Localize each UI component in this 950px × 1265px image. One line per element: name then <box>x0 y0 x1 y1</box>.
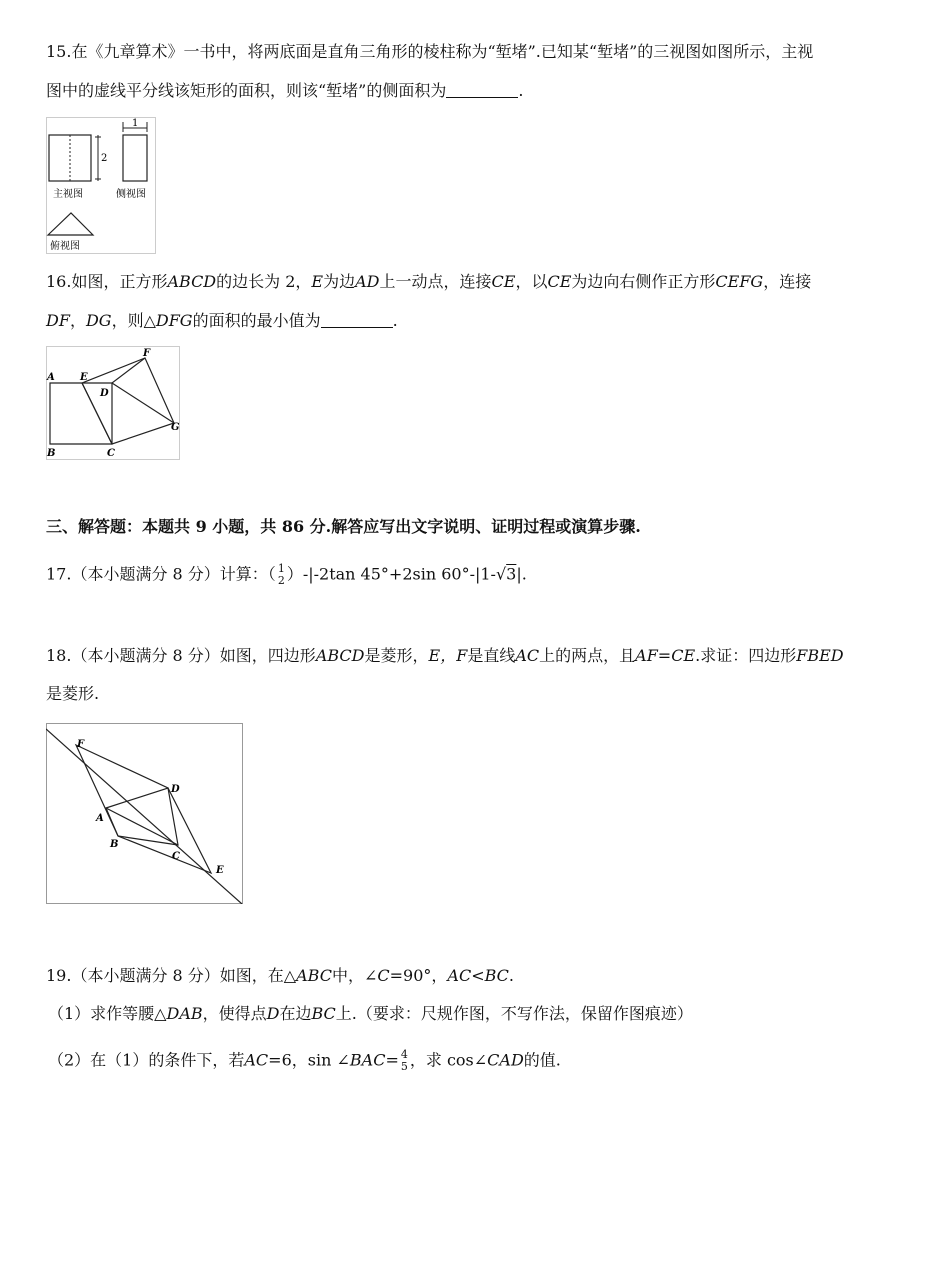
label-top-view: 俯视图 <box>50 241 80 252</box>
label-D: D <box>171 784 180 795</box>
q16-square-figure <box>46 346 180 460</box>
q18-rhombus-figure <box>46 723 243 904</box>
q16-line1: 16.如图，正方形ABCD的边长为 2，E为边AD上一动点，连接CE，以CE为边向右侧作正方形CEFG，连接 <box>46 272 812 291</box>
label-side-view: 侧视图 <box>116 189 146 200</box>
q18-line1: 18.（本小题满分 8 分）如图，四边形ABCD是菱形，E，F是直线AC上的两点，且AF=CE.求证：四边形FBED <box>46 646 844 665</box>
label-E: E <box>80 372 88 383</box>
label-B: B <box>47 448 56 459</box>
answer-blank <box>446 81 518 98</box>
q18-line2: 是菱形. <box>46 684 100 703</box>
q17-line: 17.（本小题满分 8 分）计算：（ 1 2 ）-|-2tan 45°+2sin 60°-|1-√3|. <box>46 562 527 587</box>
label-C: C <box>172 851 180 862</box>
fraction-four-fifths: 4 5 <box>400 1048 408 1073</box>
label-B: B <box>110 839 119 850</box>
label-F: F <box>143 348 151 359</box>
dim-1: 1 <box>132 118 139 129</box>
section-3-heading: 三、解答题：本题共 9 小题，共 86 分.解答应写出文字说明、证明过程或演算步骤. <box>46 517 641 536</box>
label-main-view: 主视图 <box>53 189 83 200</box>
label-A: A <box>96 813 104 824</box>
label-G: G <box>171 422 180 433</box>
q19-part1: （1）求作等腰△DAB，使得点D在边BC上.（要求：尺规作图，不写作法，保留作图痕迹） <box>48 1004 693 1023</box>
q19-part2: （2）在（1）的条件下，若AC=6，sin ∠BAC= 4 5 ，求 cos∠CAD的值. <box>48 1048 561 1073</box>
q15-line1: 15.在《九章算术》一书中，将两底面是直角三角形的棱柱称为“堑堵”.已知某“堑堵”的三视图如图所示，主视 <box>46 42 814 61</box>
dim-2: 2 <box>101 153 108 164</box>
q19-line1: 19.（本小题满分 8 分）如图，在△ABC中，∠C=90°，AC<BC. <box>46 966 515 985</box>
label-E: E <box>216 865 224 876</box>
label-A: A <box>47 372 55 383</box>
label-D: D <box>100 388 109 399</box>
q16-line2: DF，DG，则△DFG的面积的最小值为 . <box>46 311 398 330</box>
fraction-one-half: 1 2 <box>277 562 285 587</box>
label-C: C <box>107 448 115 459</box>
answer-blank <box>321 311 393 328</box>
q15-line2: 图中的虚线平分线该矩形的面积，则该“堑堵”的侧面积为 . <box>46 81 524 100</box>
label-F: F <box>77 739 85 750</box>
q15-three-view-figure <box>46 117 156 254</box>
